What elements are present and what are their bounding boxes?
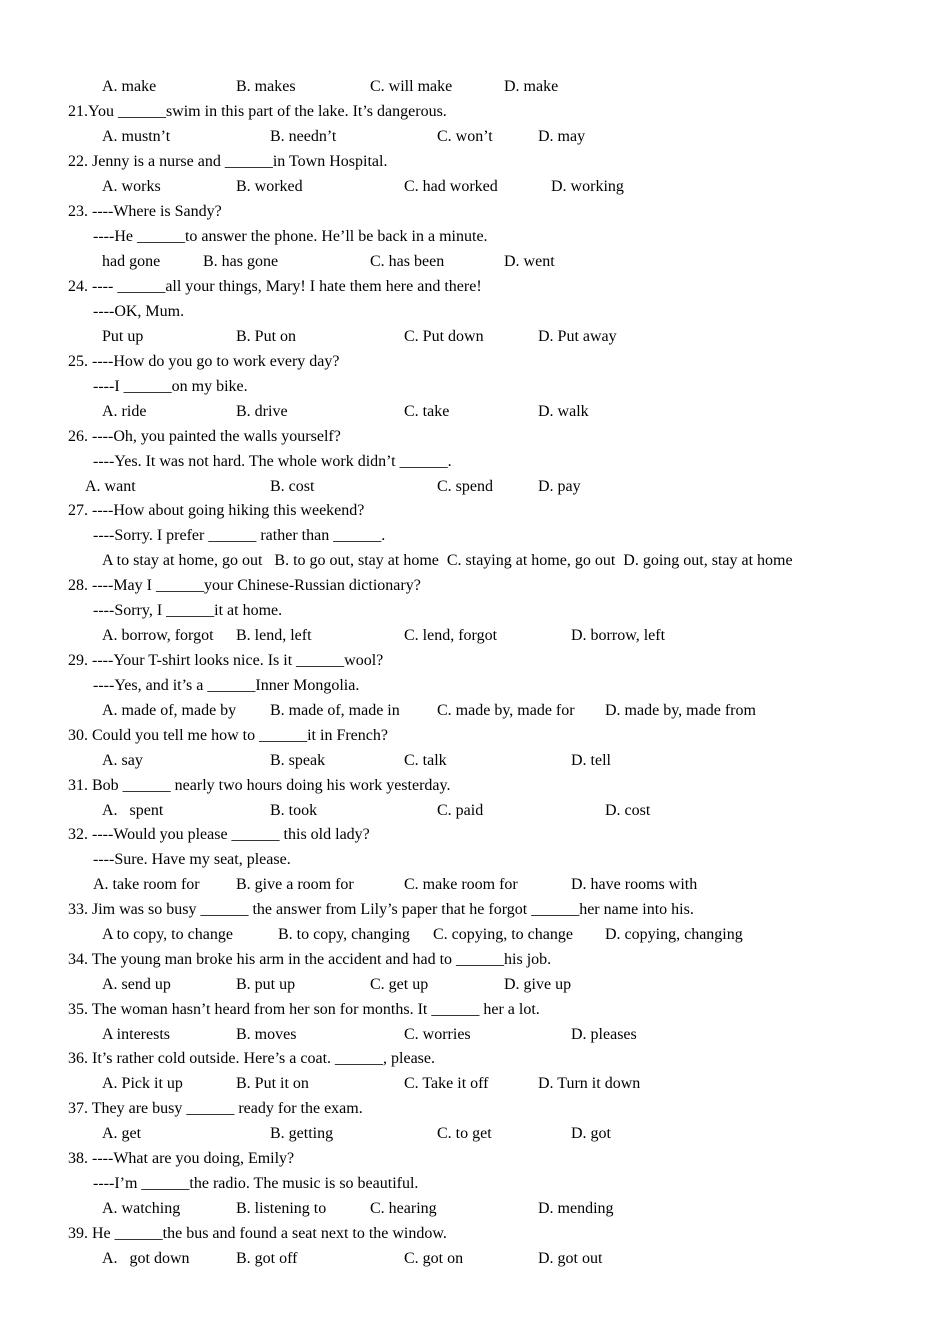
option-d: D. went xyxy=(504,253,555,270)
dialogue-line: ----I’m ______the radio. The music is so beautiful. xyxy=(93,1175,419,1192)
option-c: C. get up xyxy=(370,976,429,993)
option-d: D. tell xyxy=(571,752,611,769)
question-text: 21.You ______swim in this part of the lake. It’s dangerous. xyxy=(68,103,447,120)
option-b: B. listening to xyxy=(236,1200,327,1217)
option-a: Put up xyxy=(102,328,144,345)
option-a: A. mustn’t xyxy=(102,128,171,145)
option-a: A. got down xyxy=(102,1250,190,1267)
option-c: C. lend, forgot xyxy=(404,627,498,644)
option-a: A. watching xyxy=(102,1200,181,1217)
option-c: C. spend xyxy=(437,478,493,495)
option-b: B. put up xyxy=(236,976,296,993)
option-b: B. moves xyxy=(236,1026,297,1043)
question-text: 23. ----Where is Sandy? xyxy=(68,203,222,220)
option-b: B. worked xyxy=(236,178,303,195)
option-a: A. borrow, forgot xyxy=(102,627,214,644)
option-d: D. Put away xyxy=(538,328,617,345)
option-c: C. copying, to change xyxy=(433,926,573,943)
option-c: C. worries xyxy=(404,1026,471,1043)
option-d: D. mending xyxy=(538,1200,614,1217)
option-d: D. pleases xyxy=(571,1026,637,1043)
question-text: 27. ----How about going hiking this weekend? xyxy=(68,502,365,519)
option-a: A. make xyxy=(102,78,157,95)
dialogue-line: ----Yes, and it’s a ______Inner Mongolia. xyxy=(93,677,360,694)
option-c: C. paid xyxy=(437,802,484,819)
option-a: A. works xyxy=(102,178,161,195)
option-c: C. got on xyxy=(404,1250,464,1267)
option-c: C. will make xyxy=(370,78,453,95)
option-c: C. made by, made for xyxy=(437,702,575,719)
question-text: 31. Bob ______ nearly two hours doing his work yesterday. xyxy=(68,777,451,794)
option-a: A. want xyxy=(85,478,136,495)
question-text: 29. ----Your T-shirt looks nice. Is it ______wool? xyxy=(68,652,384,669)
question-text: 38. ----What are you doing, Emily? xyxy=(68,1150,295,1167)
option-d: D. copying, changing xyxy=(605,926,743,943)
option-d: D. walk xyxy=(538,403,589,420)
question-text: 25. ----How do you go to work every day? xyxy=(68,353,340,370)
question-text: 33. Jim was so busy ______ the answer from Lily’s paper that he forgot ______her name into his. xyxy=(68,901,694,918)
option-b: B. getting xyxy=(270,1125,334,1142)
option-d: D. cost xyxy=(605,802,651,819)
option-c: C. talk xyxy=(404,752,447,769)
question-text: 37. They are busy ______ ready for the exam. xyxy=(68,1100,363,1117)
option-d: D. working xyxy=(551,178,624,195)
option-b: B. drive xyxy=(236,403,288,420)
option-d: D. have rooms with xyxy=(571,876,698,893)
option-c: C. won’t xyxy=(437,128,493,145)
question-text: 28. ----May I ______your Chinese-Russian dictionary? xyxy=(68,577,421,594)
question-text: 22. Jenny is a nurse and ______in Town Hospital. xyxy=(68,153,388,170)
question-text: 32. ----Would you please ______ this old lady? xyxy=(68,826,370,843)
option-c: C. Put down xyxy=(404,328,484,345)
option-d: D. got xyxy=(571,1125,611,1142)
option-d: D. may xyxy=(538,128,586,145)
option-d: D. pay xyxy=(538,478,581,495)
options-line: A to stay at home, go out B. to go out, stay at home C. staying at home, go out D. going out, stay at home xyxy=(102,552,793,569)
option-c: C. had worked xyxy=(404,178,498,195)
dialogue-line: ----Yes. It was not hard. The whole work didn’t ______. xyxy=(93,453,452,470)
option-b: B. took xyxy=(270,802,318,819)
option-c: C. Take it off xyxy=(404,1075,489,1092)
option-a: A. send up xyxy=(102,976,171,993)
option-a: A. Pick it up xyxy=(102,1075,183,1092)
option-d: D. Turn it down xyxy=(538,1075,641,1092)
option-b: B. makes xyxy=(236,78,296,95)
question-text: 35. The woman hasn’t heard from her son for months. It ______ her a lot. xyxy=(68,1001,540,1018)
dialogue-line: ----OK, Mum. xyxy=(93,303,185,320)
option-b: B. give a room for xyxy=(236,876,354,893)
option-b: B. needn’t xyxy=(270,128,337,145)
question-text: 24. ---- ______all your things, Mary! I hate them here and there! xyxy=(68,278,482,295)
option-c: C. to get xyxy=(437,1125,492,1142)
option-d: D. made by, made from xyxy=(605,702,756,719)
dialogue-line: ----Sure. Have my seat, please. xyxy=(93,851,291,868)
dialogue-line: ----Sorry. I prefer ______ rather than ______. xyxy=(93,527,386,544)
dialogue-line: ----I ______on my bike. xyxy=(93,378,248,395)
option-c: C. has been xyxy=(370,253,445,270)
option-b: B. has gone xyxy=(203,253,279,270)
question-text: 26. ----Oh, you painted the walls yourself? xyxy=(68,428,341,445)
option-a: had gone xyxy=(102,253,161,270)
option-b: B. cost xyxy=(270,478,315,495)
question-text: 36. It’s rather cold outside. Here’s a coat. ______, please. xyxy=(68,1050,435,1067)
option-b: B. made of, made in xyxy=(270,702,400,719)
option-b: B. got off xyxy=(236,1250,298,1267)
option-c: C. hearing xyxy=(370,1200,437,1217)
option-c: C. make room for xyxy=(404,876,518,893)
dialogue-line: ----Sorry, I ______it at home. xyxy=(93,602,283,619)
option-b: B. Put it on xyxy=(236,1075,309,1092)
question-text: 39. He ______the bus and found a seat next to the window. xyxy=(68,1225,447,1242)
option-a: A. get xyxy=(102,1125,142,1142)
option-b: B. Put on xyxy=(236,328,297,345)
option-d: D. got out xyxy=(538,1250,603,1267)
option-a: A to copy, to change xyxy=(102,926,233,943)
question-text: 34. The young man broke his arm in the accident and had to ______his job. xyxy=(68,951,552,968)
option-a: A. made of, made by xyxy=(102,702,237,719)
option-c: C. take xyxy=(404,403,450,420)
option-a: A. spent xyxy=(102,802,164,819)
option-b: B. to copy, changing xyxy=(278,926,410,943)
option-d: D. borrow, left xyxy=(571,627,666,644)
option-b: B. speak xyxy=(270,752,326,769)
option-a: A. say xyxy=(102,752,143,769)
option-a: A. ride xyxy=(102,403,147,420)
question-text: 30. Could you tell me how to ______it in French? xyxy=(68,727,388,744)
dialogue-line: ----He ______to answer the phone. He’ll be back in a minute. xyxy=(93,228,488,245)
option-d: D. make xyxy=(504,78,559,95)
option-a: A. take room for xyxy=(93,876,200,893)
option-a: A interests xyxy=(102,1026,170,1043)
option-b: B. lend, left xyxy=(236,627,312,644)
option-d: D. give up xyxy=(504,976,572,993)
